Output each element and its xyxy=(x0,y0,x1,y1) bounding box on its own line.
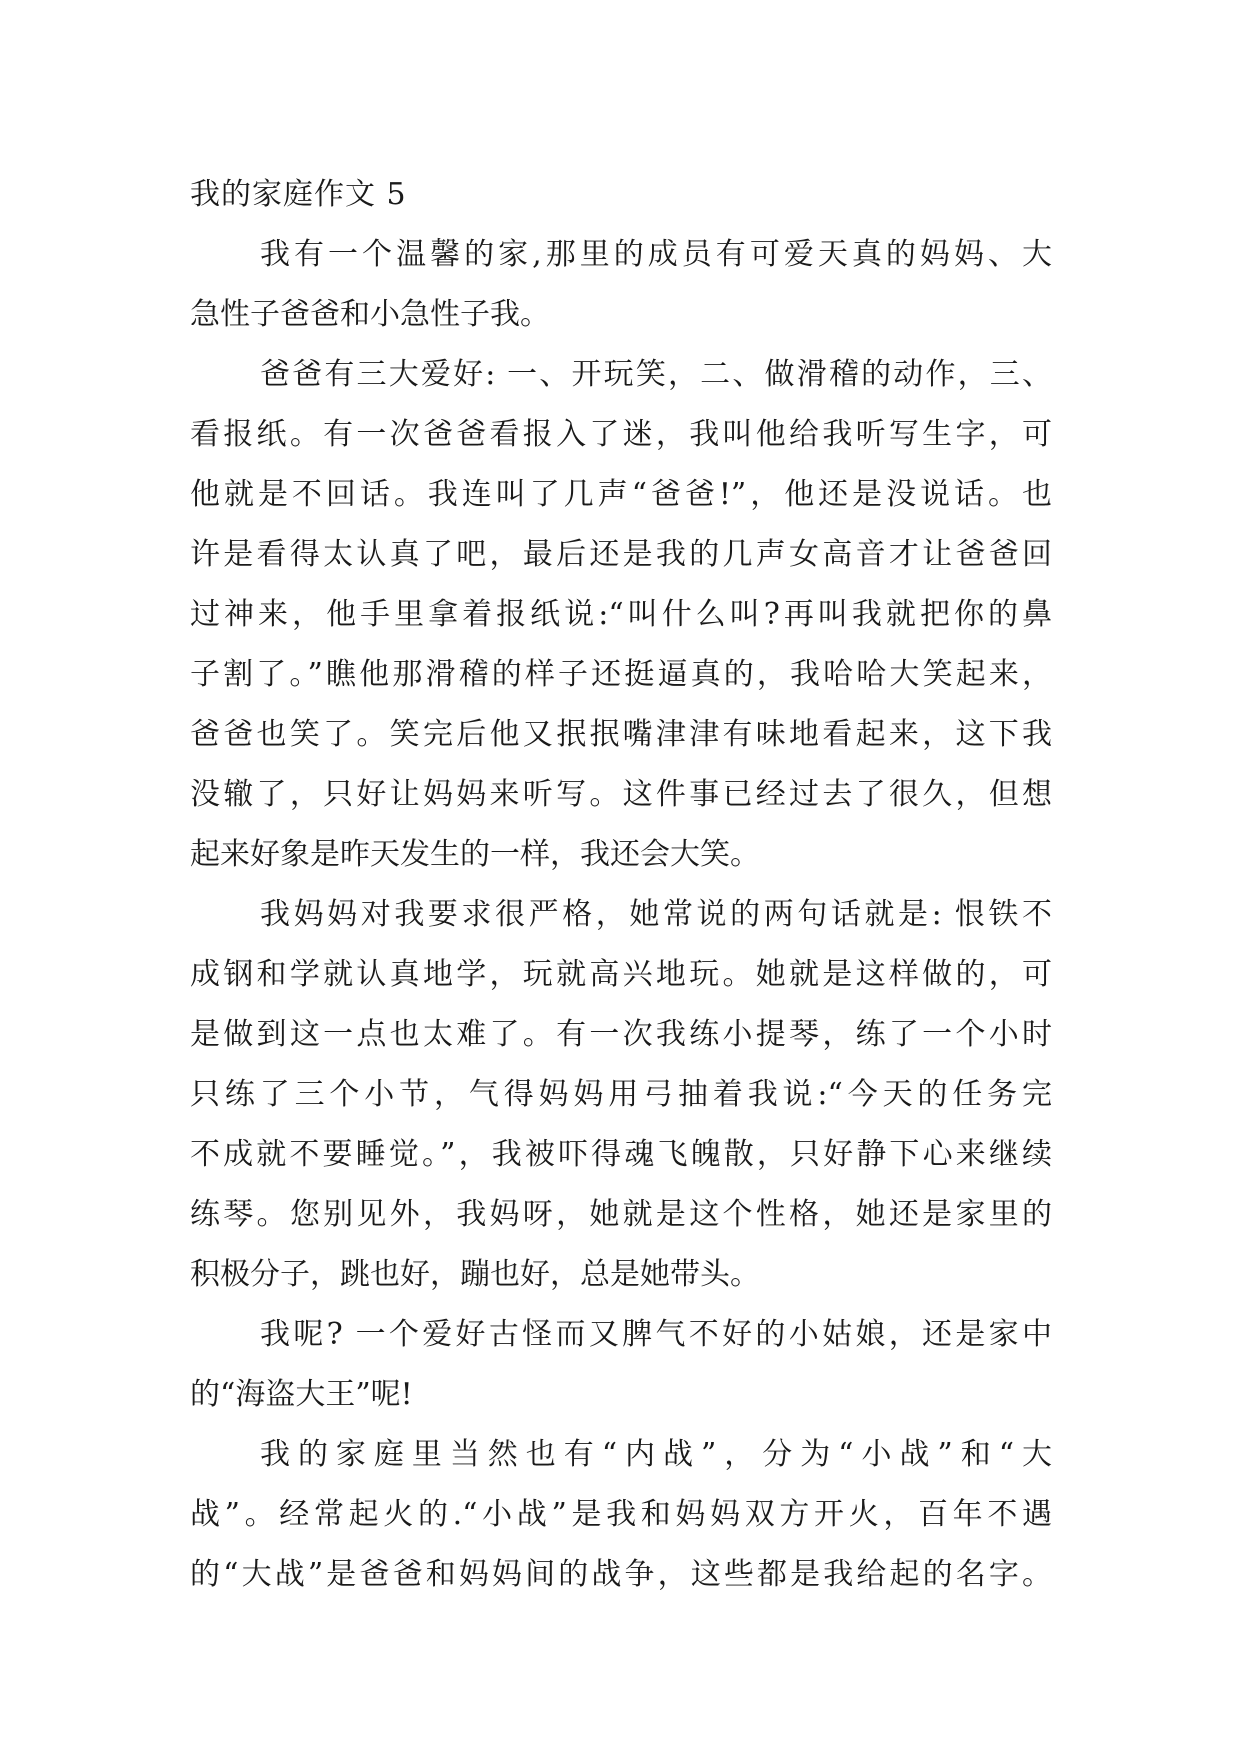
paragraph-line: 是做到这一点也太难了。有一次我练小提琴，练了一个小时 xyxy=(190,1017,1052,1052)
essay-body xyxy=(190,165,1052,1605)
paragraph-line: 起来好象是昨天发生的一样，我还会大笑。 xyxy=(190,837,760,872)
paragraph-5 xyxy=(190,1425,1052,1605)
paragraph-line: 练琴。您别见外，我妈呀，她就是这个性格，她还是家里的 xyxy=(190,1197,1052,1232)
essay-title: 我的家庭作文 5 xyxy=(190,177,407,212)
paragraph-line: 成钢和学就认真地学，玩就高兴地玩。她就是这样做的，可 xyxy=(190,957,1052,992)
paragraph-line: 我有一个温馨的家,那里的成员有可爱天真的妈妈、大 xyxy=(260,237,1052,272)
paragraph-4 xyxy=(190,1305,1052,1425)
paragraph-line: 我呢? 一个爱好古怪而又脾气不好的小姑娘，还是家中 xyxy=(260,1317,1052,1352)
paragraph-line: 爸爸有三大爱好: 一、开玩笑，二、做滑稽的动作，三、 xyxy=(260,357,1052,392)
paragraph-line: 子割了。”瞧他那滑稽的样子还挺逼真的，我哈哈大笑起来， xyxy=(190,657,1052,692)
paragraph-line: 我妈妈对我要求很严格，她常说的两句话就是: 恨铁不 xyxy=(260,897,1052,932)
paragraph-line: 过神来，他手里拿着报纸说:“叫什么叫?再叫我就把你的鼻 xyxy=(190,597,1052,632)
paragraph-line: 没辙了，只好让妈妈来听写。这件事已经过去了很久，但想 xyxy=(190,777,1052,812)
paragraph-2 xyxy=(190,345,1052,885)
paragraph-line: 爸爸也笑了。笑完后他又抿抿嘴津津有味地看起来，这下我 xyxy=(190,717,1052,752)
paragraph-line: 我的家庭里当然也有“内战”，分为“小战”和“大 xyxy=(260,1437,1052,1472)
paragraph-line: 看报纸。有一次爸爸看报入了迷，我叫他给我听写生字，可 xyxy=(190,417,1052,452)
paragraph-line: 不成就不要睡觉。”，我被吓得魂飞魄散，只好静下心来继续 xyxy=(190,1137,1052,1172)
paragraph-line: 只练了三个小节，气得妈妈用弓抽着我说:“今天的任务完 xyxy=(190,1077,1052,1112)
paragraph-line: 他就是不回话。我连叫了几声“爸爸!”，他还是没说话。也 xyxy=(190,477,1052,512)
paragraph-line: 积极分子，跳也好，蹦也好，总是她带头。 xyxy=(190,1257,760,1292)
paragraph-1 xyxy=(190,225,1052,345)
paragraph-line: 许是看得太认真了吧，最后还是我的几声女高音才让爸爸回 xyxy=(190,537,1052,572)
paragraph-line: 急性子爸爸和小急性子我。 xyxy=(190,297,550,332)
paragraph-3 xyxy=(190,885,1052,1305)
paragraph-line: 的“海盗大王”呢! xyxy=(190,1377,413,1412)
paragraph-line: 战”。经常起火的.“小战”是我和妈妈双方开火，百年不遇 xyxy=(190,1497,1052,1532)
paragraph-line: 的“大战”是爸爸和妈妈间的战争，这些都是我给起的名字。 xyxy=(190,1557,1052,1592)
